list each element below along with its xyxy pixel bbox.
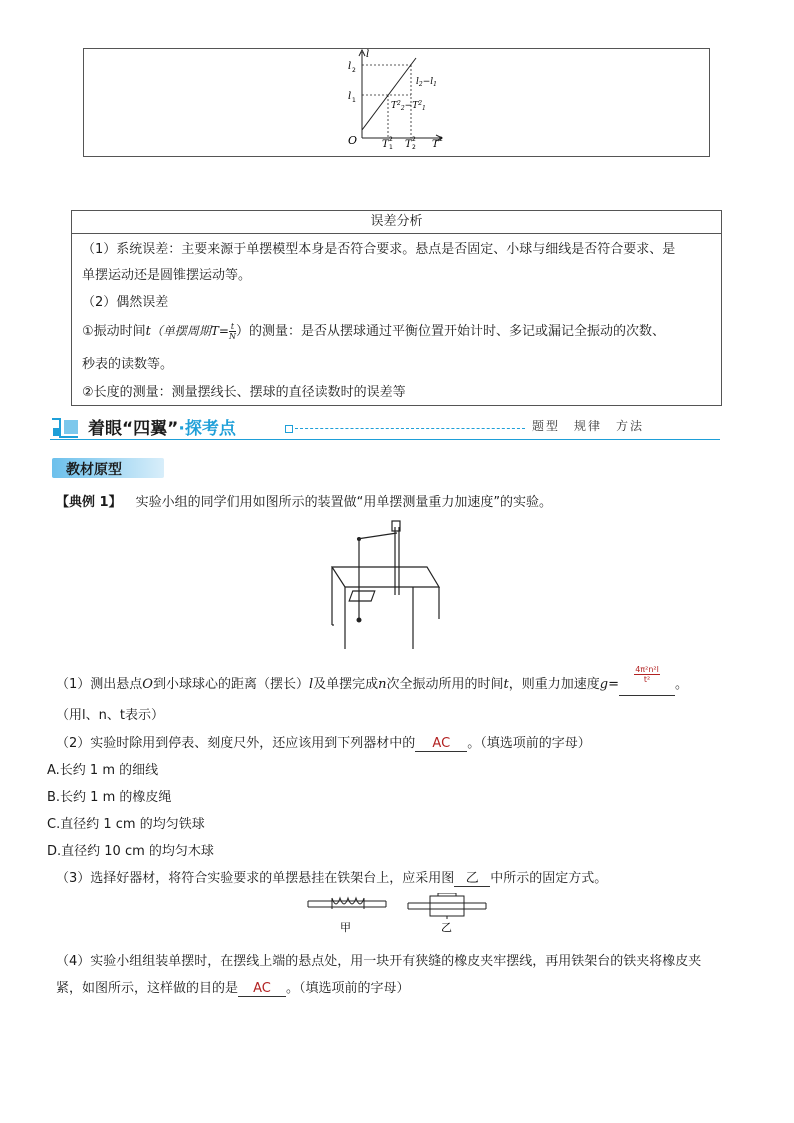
banner-tags: 题型 规律 方法 [532,419,645,433]
answer-2-blank: AC [415,736,467,752]
question-2: （2）实验时除用到停表、刻度尺外，还应该用到下列器材中的 AC 。（填选项前的字母） [56,736,591,751]
period-fraction: $\frac{t}{N}$ [228,322,236,341]
stand-arm [357,533,397,539]
l2-tick: l [348,61,352,72]
l1-tick-sub: 1 [352,97,356,104]
option-b: B.长约 1 m 的橡皮绳 [47,790,172,805]
answer-1-blank [619,665,675,696]
time-measure-line-1: ①振动时间t（单摆周期T= $\frac{t}{N}$ ）的测量：是否从摆球通过平衡位置开始计时、多记或漏记全振动的次数、 [82,322,665,341]
t1-tick-sup: 2 [389,136,393,143]
length-measure-line: ②长度的测量：测量摆线长、摆球的直径读数时的误差等 [82,385,406,400]
fit-line [362,58,416,130]
banner-underline [50,439,720,440]
system-error-line-2: 单摆运动还是圆锥摆运动等。 [82,268,252,283]
option-a: A.长约 1 m 的细线 [47,763,159,778]
pendulum-apparatus-figure [325,519,445,657]
origin-label: O [348,134,358,147]
option-d: D.直径约 10 cm 的均匀木球 [47,844,214,859]
answer-4-blank: AC [238,981,286,997]
question-1: （1）测出悬点O到小球球心的距离（摆长）l及单摆完成n次全振动所用的时间t，则重力加速度g= $\frac{\text{4π²n²l}}{\text{t²}}$ 。 [56,673,688,694]
answer-3-blank: 乙 [454,867,490,887]
error-analysis-table [71,210,722,406]
y-axis-label: l [366,49,370,60]
question-4-line-1: （4）实验小组组装单摆时，在摆线上端的悬点处，用一块开有狭缝的橡皮夹牢摆线，再用铁架台的铁夹将橡皮夹 [56,954,702,969]
fixture-yi-label: 乙 [441,921,452,934]
option-c: C.直径约 1 cm 的均匀铁球 [47,817,205,832]
banner-square-icon [285,425,293,433]
x-axis-sup: 2 [439,136,443,143]
example-intro: 【典例 1】 实验小组的同学们用如图所示的装置做“用单摆测量重力加速度”的实验。 [56,495,553,510]
subheading-text: 教材原型 [66,462,122,478]
time-measure-line-2: 秒表的读数等。 [82,357,174,372]
pendulum-bob [357,618,362,623]
section-banner [50,412,720,442]
t2-tick: T [405,139,412,150]
fixture-figures [306,893,490,935]
banner-dashed-line [295,428,525,429]
table-top [332,567,439,587]
answer-1-fraction: $\frac{\text{4π²n²l}}{\text{t²}}$ [635,665,659,684]
delta-t-label: $T^2_2-T^2_1$ [391,100,426,112]
fixture-jia-figure [308,898,386,909]
delta-l-label: $l_2-l_1$ [416,77,437,88]
t1-tick: T [382,139,389,150]
l2-tick-sub: 2 [352,67,356,74]
fixture-jia-label: 甲 [340,921,351,934]
question-1-note: （用l、n、t表示） [56,708,164,723]
x-axis-label: T [432,139,439,150]
error-analysis-header: 误差分析 [72,211,721,234]
subheading-tag [52,458,164,478]
question-3: （3）选择好器材，将符合实验要求的单摆悬挂在铁架台上，应采用图 乙 中所示的固定方式。 [56,867,607,887]
t2-tick-sup: 2 [412,136,416,143]
stand-base [349,591,375,601]
banner-logo-icon [50,415,82,441]
random-error-heading: （2）偶然误差 [82,295,169,310]
t1-tick-sub: 1 [389,144,393,151]
question-4-line-2: 紧，如图所示，这样做的目的是 AC 。（填选项前的字母） [56,981,410,996]
fixture-yi-figure [408,893,486,919]
l1-tick: l [348,91,352,102]
system-error-line-1: （1）系统误差：主要来源于单摆模型本身是否符合要求。悬点是否固定、小球与细线是否符合要求、是 [82,242,676,257]
l-vs-t-squared-graph [340,48,460,156]
banner-title: 着眼“四翼”·探考点 [88,419,236,439]
t2-tick-sub: 2 [412,144,416,151]
